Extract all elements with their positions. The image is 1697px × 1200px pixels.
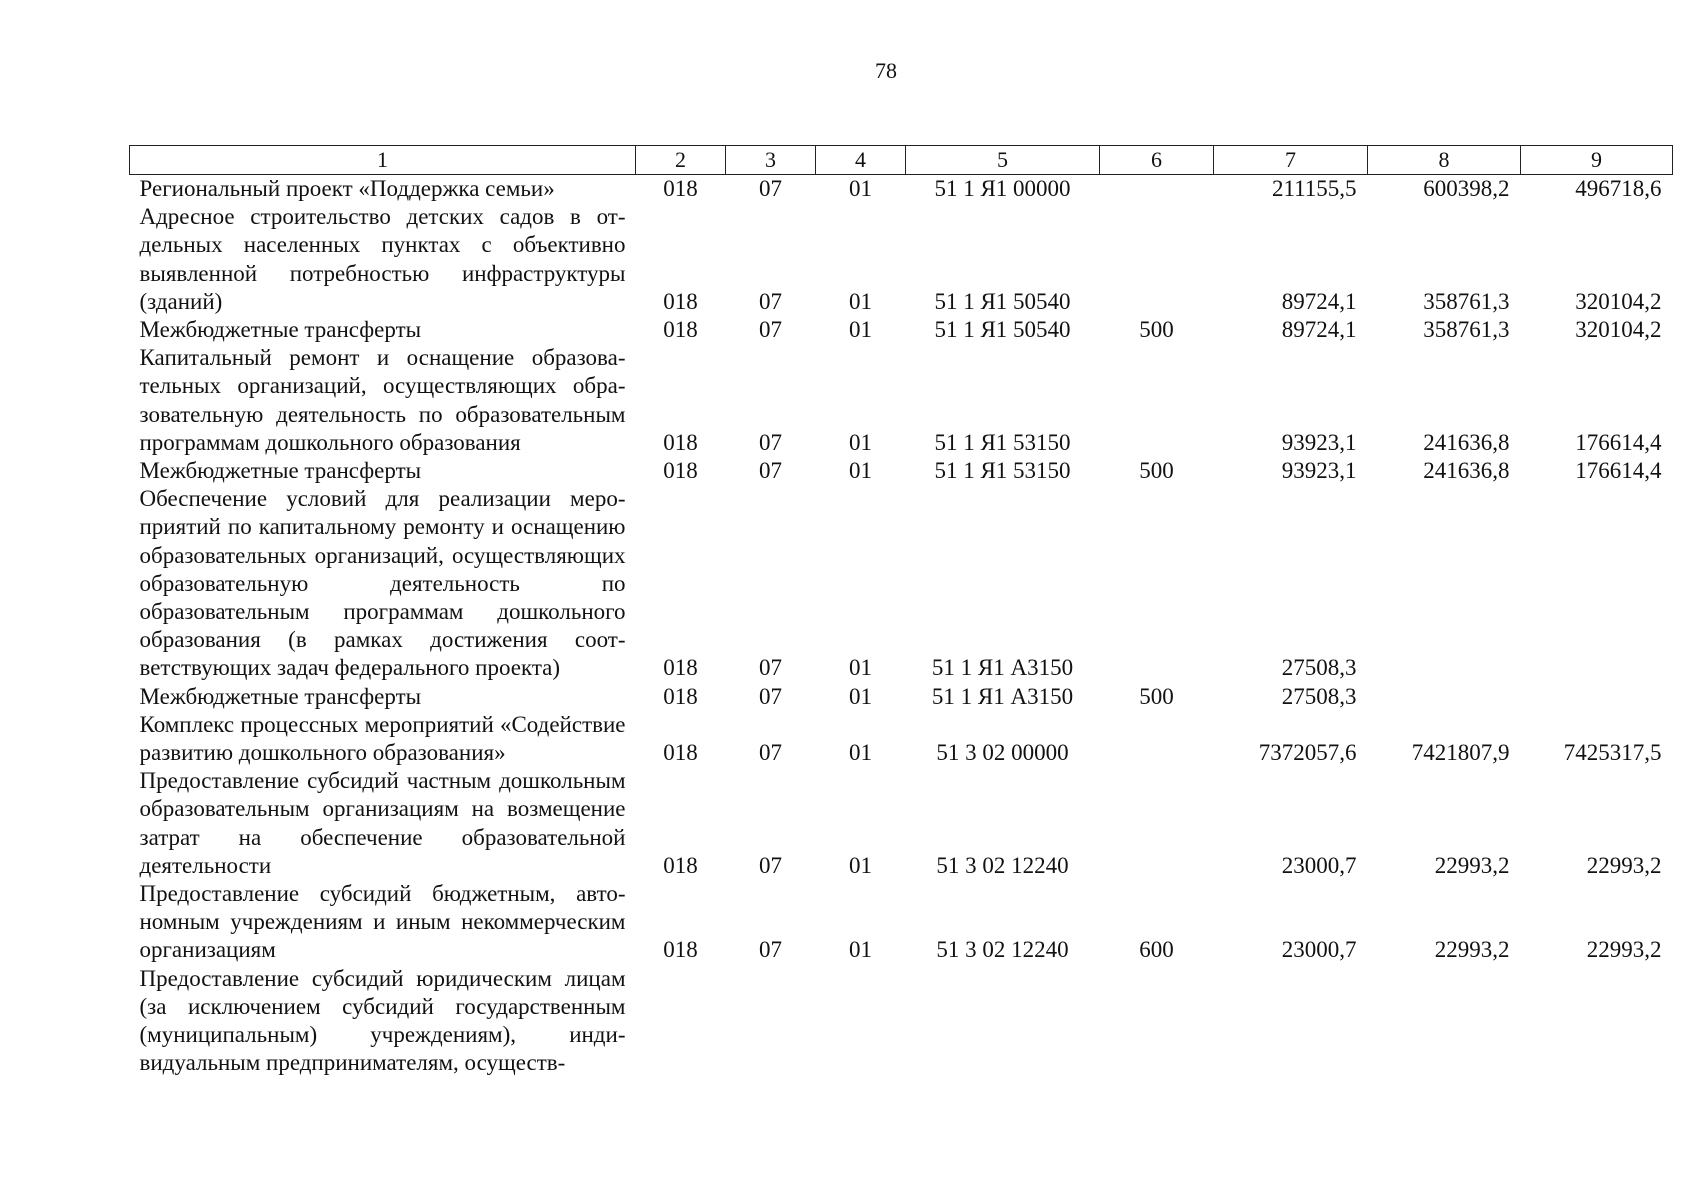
expense-type-code bbox=[1100, 485, 1214, 682]
section-code: 07 bbox=[759, 176, 782, 201]
header-cell-7: 7 bbox=[1214, 146, 1368, 175]
amount-col-7: 93923,1 bbox=[1281, 429, 1357, 455]
target-article-code: 51 3 02 12240 bbox=[936, 852, 1069, 878]
header-cell-2: 2 bbox=[636, 146, 726, 175]
target-article-code: 51 1 Я1 А3150 bbox=[931, 655, 1074, 681]
expense-type-code bbox=[1100, 711, 1214, 767]
amount-col-7: 23000,7 bbox=[1281, 937, 1357, 963]
amount-col-7 bbox=[1214, 965, 1368, 1078]
header-cell-4: 4 bbox=[816, 146, 906, 175]
header-cell-6: 6 bbox=[1100, 146, 1214, 175]
subsection-code: 01 bbox=[849, 288, 872, 314]
subsection-code: 01 bbox=[849, 458, 872, 484]
subsection-code: 01 bbox=[849, 176, 872, 201]
amount-col-8: 600398,2 bbox=[1423, 176, 1510, 201]
ministry-code: 018 bbox=[663, 683, 698, 709]
section-code: 07 bbox=[759, 937, 782, 963]
header-cell-5: 5 bbox=[906, 146, 1100, 175]
amount-col-8: 241636,8 bbox=[1423, 429, 1510, 455]
amount-col-9: 22993,2 bbox=[1586, 937, 1662, 963]
section-code: 07 bbox=[759, 740, 782, 766]
ministry-code: 018 bbox=[663, 937, 698, 963]
target-article-code bbox=[906, 965, 1100, 1078]
table-row bbox=[130, 683, 1673, 711]
row-name: Предоставление субсидий юридическим лицам (за исключением субсидий государственным (муниципальным) учреждениям), индивидуальным предпринимателям, осуществ- bbox=[139, 965, 626, 1076]
subsection-code: 01 bbox=[849, 937, 872, 963]
target-article-code: 51 1 Я1 50540 bbox=[934, 288, 1071, 314]
row-name: Обеспечение условий для реализации мероприятий по капитальному ремонту и оснащению образовательных организаций, осуществляющих образовательную деятельность по образовательным программам дошкольного образования (в рамках достижения соответствующих задач федерального проекта) bbox=[139, 486, 626, 681]
target-article-code: 51 1 Я1 50540 bbox=[934, 317, 1071, 343]
expense-type-code bbox=[1100, 344, 1214, 457]
amount-col-7: 7372057,6 bbox=[1258, 740, 1357, 766]
amount-col-7: 23000,7 bbox=[1281, 852, 1357, 878]
row-name: Межбюджетные трансферты bbox=[139, 458, 422, 484]
table-row bbox=[130, 711, 1673, 767]
section-code: 07 bbox=[759, 683, 782, 709]
target-article-code: 51 1 Я1 А3150 bbox=[931, 683, 1074, 709]
header-cell-9: 9 bbox=[1521, 146, 1673, 175]
row-name: Предоставление субсидий частным дошкольным образовательным организациям на возмещение затрат на обеспечение образовательной деятельности bbox=[139, 768, 626, 878]
subsection-code: 01 bbox=[849, 852, 872, 878]
ministry-code: 018 bbox=[663, 176, 698, 201]
amount-col-7: 93923,1 bbox=[1281, 458, 1357, 484]
amount-col-9: 22993,2 bbox=[1586, 852, 1662, 878]
amount-col-7: 27508,3 bbox=[1281, 683, 1357, 709]
amount-col-9 bbox=[1521, 965, 1673, 1078]
ministry-code bbox=[636, 965, 726, 1078]
row-name: Межбюджетные трансферты bbox=[139, 683, 422, 709]
expense-type-code bbox=[1100, 203, 1214, 316]
table-row bbox=[130, 316, 1673, 344]
subsection-code: 01 bbox=[849, 655, 872, 681]
amount-col-8 bbox=[1368, 965, 1521, 1078]
ministry-code: 018 bbox=[663, 740, 698, 766]
subsection-code bbox=[816, 965, 906, 1078]
expense-type-code: 600 bbox=[1139, 937, 1174, 963]
table-row bbox=[130, 880, 1673, 965]
amount-col-8: 22993,2 bbox=[1434, 852, 1510, 878]
ministry-code: 018 bbox=[663, 429, 698, 455]
amount-col-8: 358761,3 bbox=[1423, 288, 1510, 314]
amount-col-7: 27508,3 bbox=[1281, 655, 1357, 681]
expense-type-code: 500 bbox=[1139, 317, 1174, 343]
amount-col-8: 358761,3 bbox=[1423, 317, 1510, 343]
header-row bbox=[130, 146, 1673, 175]
amount-col-7: 89724,1 bbox=[1281, 317, 1357, 343]
target-article-code: 51 1 Я1 53150 bbox=[934, 458, 1071, 484]
amount-col-7: 211155,5 bbox=[1271, 176, 1357, 201]
amount-col-8: 7421807,9 bbox=[1411, 740, 1510, 766]
expense-type-code bbox=[1100, 965, 1214, 1078]
expense-type-code: 500 bbox=[1139, 683, 1174, 709]
amount-col-8: 241636,8 bbox=[1423, 458, 1510, 484]
table-row bbox=[130, 175, 1673, 204]
amount-col-9 bbox=[1521, 683, 1673, 711]
section-code: 07 bbox=[759, 288, 782, 314]
budget-table bbox=[129, 145, 1673, 1078]
table-row bbox=[130, 965, 1673, 1078]
amount-col-9 bbox=[1521, 485, 1673, 682]
target-article-code: 51 3 02 12240 bbox=[936, 937, 1069, 963]
amount-col-9: 320104,2 bbox=[1575, 317, 1662, 343]
ministry-code: 018 bbox=[663, 317, 698, 343]
amount-col-9: 320104,2 bbox=[1575, 288, 1662, 314]
header-cell-1: 1 bbox=[130, 146, 636, 175]
ministry-code: 018 bbox=[663, 852, 698, 878]
subsection-code: 01 bbox=[849, 429, 872, 455]
amount-col-7: 89724,1 bbox=[1281, 288, 1357, 314]
target-article-code: 51 1 Я1 00000 bbox=[934, 176, 1071, 201]
expense-type-code bbox=[1100, 767, 1214, 880]
amount-col-8 bbox=[1368, 683, 1521, 711]
amount-col-8: 22993,2 bbox=[1434, 937, 1510, 963]
section-code: 07 bbox=[759, 655, 782, 681]
section-code bbox=[726, 965, 816, 1078]
expense-type-code bbox=[1100, 175, 1214, 204]
amount-col-9: 176614,4 bbox=[1575, 429, 1662, 455]
row-name: Региональный проект «Поддержка семьи» bbox=[139, 176, 555, 201]
ministry-code: 018 bbox=[663, 655, 698, 681]
section-code: 07 bbox=[759, 458, 782, 484]
ministry-code: 018 bbox=[663, 288, 698, 314]
amount-col-9: 7425317,5 bbox=[1563, 740, 1662, 766]
row-name: Предоставление субсидий бюджетным, автономным учреждениям и иным некоммерческим организациям bbox=[139, 881, 626, 963]
header-cell-3: 3 bbox=[726, 146, 816, 175]
amount-col-9: 176614,4 bbox=[1575, 458, 1662, 484]
table-row bbox=[130, 203, 1673, 316]
ministry-code: 018 bbox=[663, 458, 698, 484]
header-cell-8: 8 bbox=[1368, 146, 1521, 175]
amount-col-8 bbox=[1368, 485, 1521, 682]
budget-table-container bbox=[129, 145, 1672, 1078]
table-row bbox=[130, 457, 1673, 485]
page-number: 78 bbox=[875, 58, 897, 83]
table-row bbox=[130, 767, 1673, 880]
section-code: 07 bbox=[759, 317, 782, 343]
table-row bbox=[130, 344, 1673, 457]
table-row bbox=[130, 485, 1673, 682]
row-name: Межбюджетные трансферты bbox=[139, 317, 422, 343]
section-code: 07 bbox=[759, 852, 782, 878]
subsection-code: 01 bbox=[849, 740, 872, 766]
row-name: Капитальный ремонт и оснащение образовательных организаций, осуществляющих образовательную деятельность по образовательным программам дошкольного образования bbox=[139, 345, 626, 455]
amount-col-9: 496718,6 bbox=[1575, 176, 1662, 201]
target-article-code: 51 1 Я1 53150 bbox=[934, 429, 1071, 455]
target-article-code: 51 3 02 00000 bbox=[936, 740, 1069, 766]
subsection-code: 01 bbox=[849, 683, 872, 709]
section-code: 07 bbox=[759, 429, 782, 455]
row-name: Адресное строительство детских садов в отдельных населенных пунктах с объективно выявленной потребностью инфраструктуры (зданий) bbox=[139, 204, 626, 314]
subsection-code: 01 bbox=[849, 317, 872, 343]
expense-type-code: 500 bbox=[1139, 458, 1174, 484]
row-name: Комплекс процессных мероприятий «Содействие развитию дошкольного образования» bbox=[139, 711, 626, 766]
